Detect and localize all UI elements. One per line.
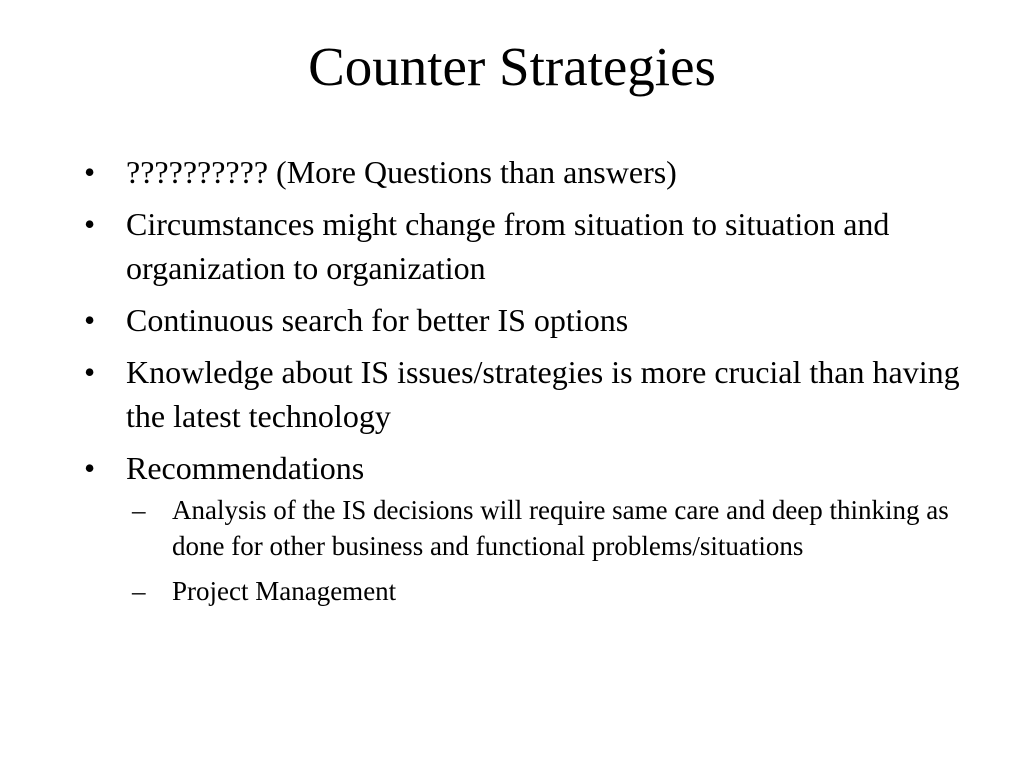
dash-icon: –: [132, 576, 146, 606]
bullet-list: [84, 150, 964, 618]
sub-bullet-item: [126, 492, 964, 564]
bullet-item: [84, 202, 964, 290]
sub-bullet-text: Analysis of the IS decisions will require same care and deep thinking as done for other business and functional problems/situations: [172, 495, 949, 561]
bullet-text: Knowledge about IS issues/strategies is more crucial than having the latest technology: [126, 354, 960, 434]
sub-bullet-list: [126, 492, 964, 609]
bullet-text: ?????????? (More Questions than answers): [126, 154, 677, 190]
bullet-text: Continuous search for better IS options: [126, 302, 629, 338]
slide-title: Counter Strategies: [308, 36, 716, 97]
bullet-text: Circumstances might change from situation to situation and organization to organization: [126, 206, 890, 286]
bullet-item: [84, 150, 964, 194]
sub-bullet-item: [126, 573, 964, 609]
bullet-item: [84, 446, 964, 609]
bullet-item: [84, 298, 964, 342]
bullet-icon: •: [84, 206, 96, 242]
bullet-icon: •: [84, 154, 96, 190]
bullet-icon: •: [84, 354, 96, 390]
bullet-text: Recommendations: [126, 450, 365, 486]
dash-icon: –: [132, 495, 146, 525]
bullet-item: [84, 350, 964, 438]
bullet-icon: •: [84, 302, 96, 338]
sub-bullet-text: Project Management: [172, 576, 397, 606]
bullet-icon: •: [84, 450, 96, 486]
